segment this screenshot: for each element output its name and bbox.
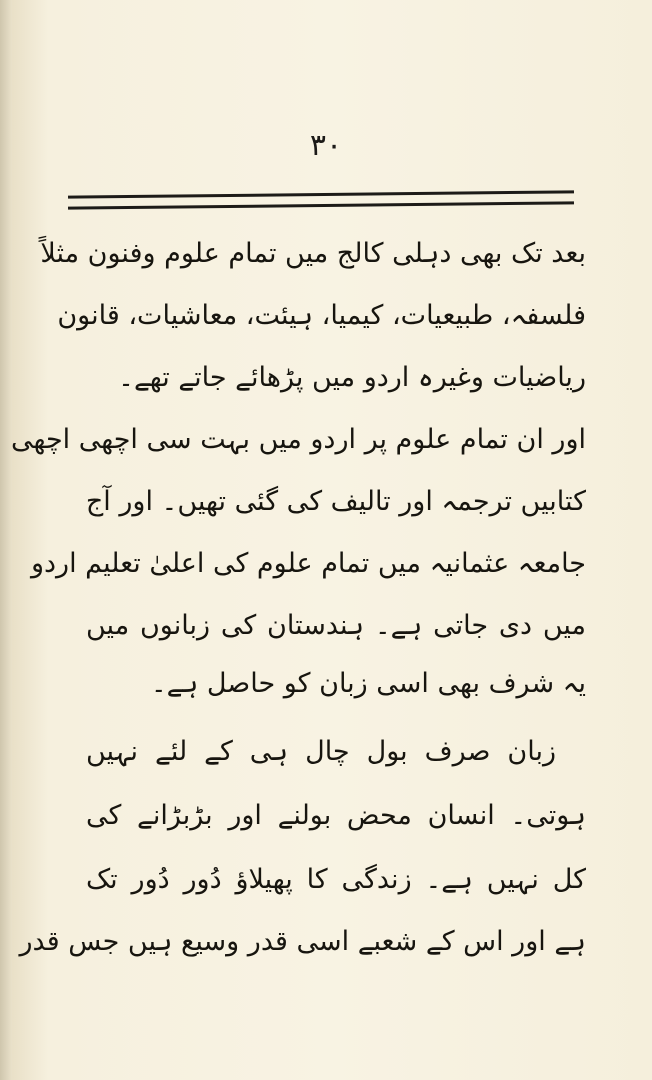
text-line: فلسفہ، طبیعیات، کیمیا، ہیئت، معاشیات، قانون: [57, 300, 586, 331]
text-line: بعد تک بھی دہلی کالج میں تمام علوم وفنون مثلاً: [40, 238, 586, 269]
text-line: زبان صرف بول چال ہی کے لئے نہیں: [86, 736, 556, 767]
text-line: کل نہیں ہے۔ زندگی کا پھیلاؤ دُور دُور تک: [86, 864, 586, 895]
text-line: میں دی جاتی ہے۔ ہندستان کی زبانوں میں: [86, 610, 586, 641]
text-line: یہ شرف بھی اسی زبان کو حاصل ہے۔: [150, 668, 586, 699]
text-line: ہے اور اس کے شعبے اسی قدر وسیع ہیں جس قدر: [19, 926, 586, 957]
text-line: ہوتی۔ انسان محض بولنے اور بڑبڑانے کی: [86, 800, 586, 831]
text-line: ریاضیات وغیرہ اردو میں پڑھائے جاتے تھے۔: [118, 362, 586, 393]
text-line: جامعہ عثمانیہ میں تمام علوم کی اعلیٰ تعلیم اردو: [30, 548, 586, 579]
text-line: اور ان تمام علوم پر اردو میں بہت سی اچھی اچھی: [11, 424, 586, 455]
page-number: ۳۰: [309, 128, 343, 163]
text-line: کتابیں ترجمہ اور تالیف کی گئی تھیں۔ اور آج: [85, 486, 586, 517]
